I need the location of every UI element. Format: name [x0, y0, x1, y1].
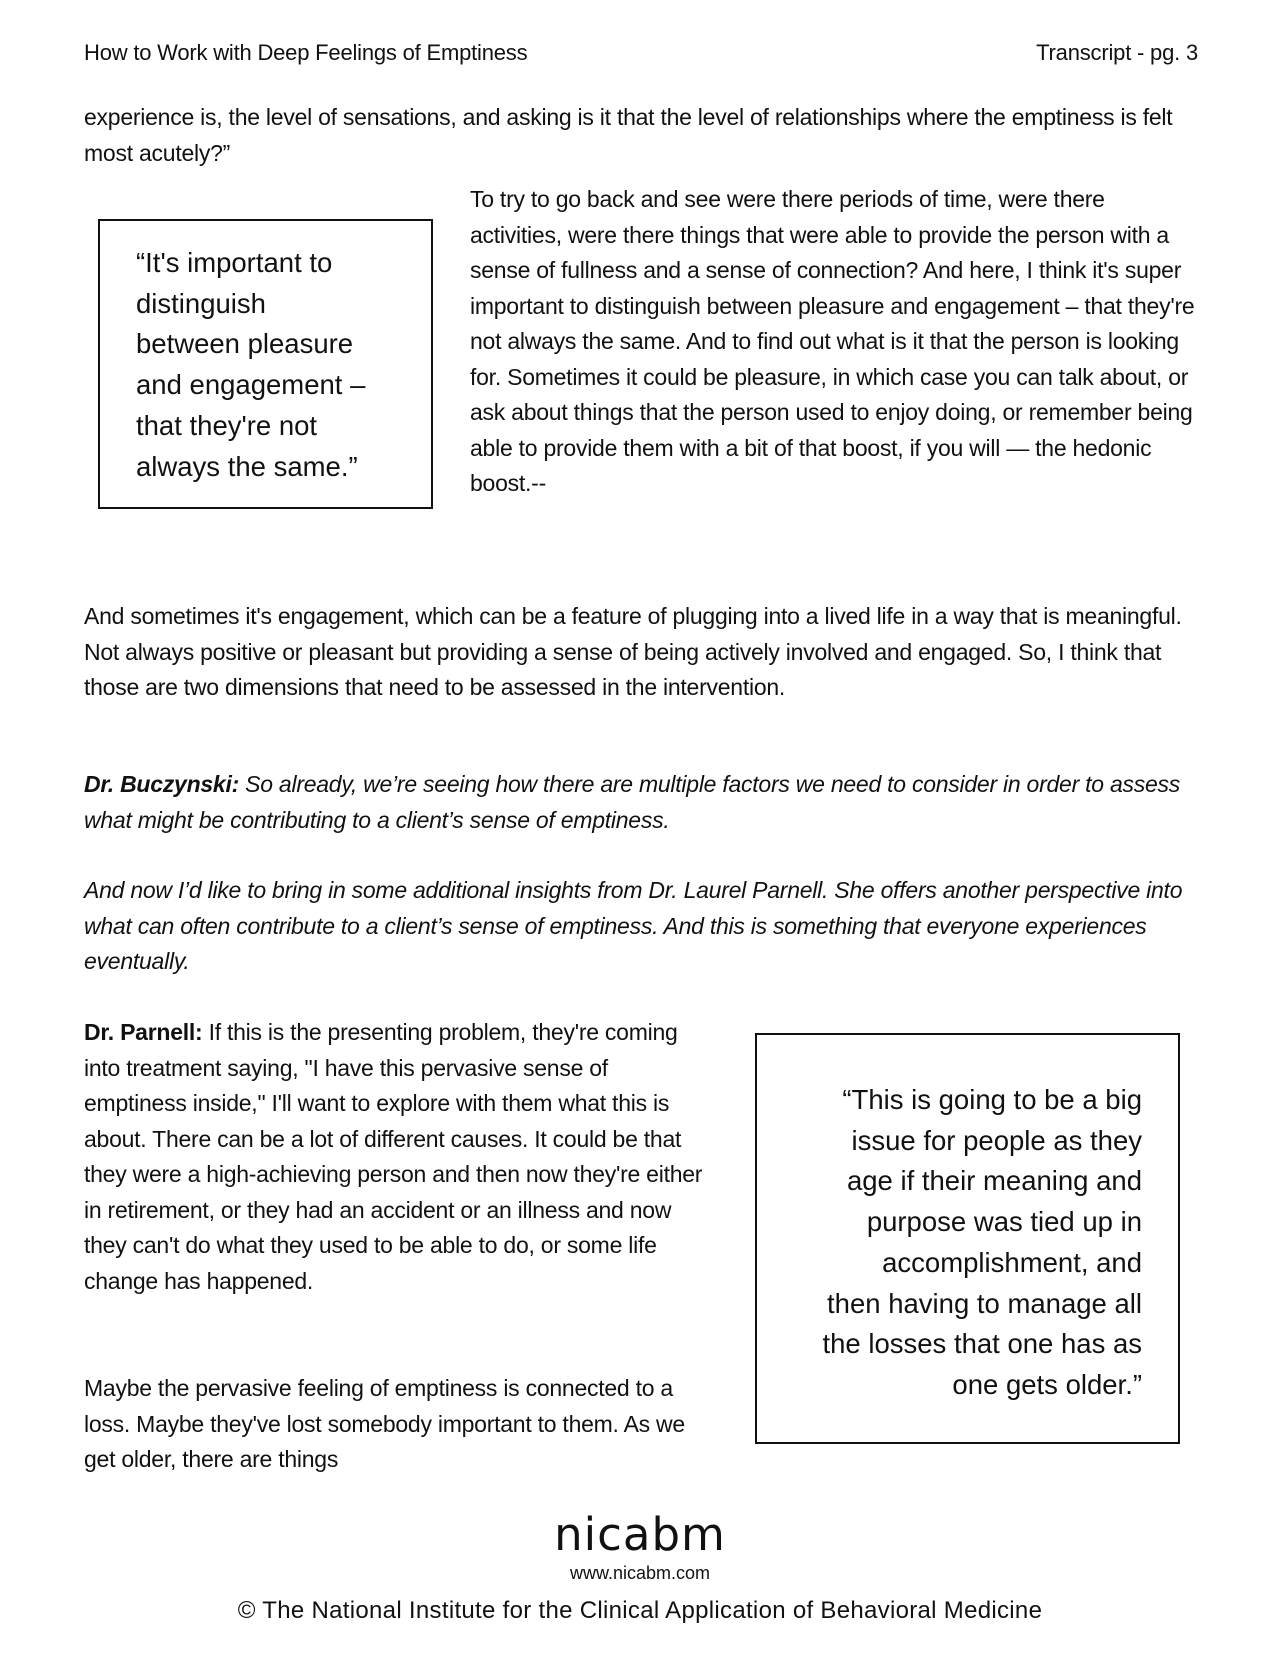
pull-quote-line: issue for people as they: [851, 1124, 1142, 1156]
pull-quote-line: then having to manage all: [827, 1287, 1142, 1319]
paragraph-pleasure-engagement: To try to go back and see were there periods of time, were there activities, were there things that were able to provide the person with a sense of fullness and a sense of connection? And here, I think it's super important to distinguish between pleasure and engagement – that they're not always the same. And to find out what is it that the person is looking for. Sometimes it could be pleasure, in which case you can talk about, or ask about things that the person used to enjoy doing, or remember being able to provide them with a bit of that boost, if you will — the hedonic boost.--: [470, 186, 1195, 496]
pull-quote-box-2: [755, 1033, 1180, 1444]
buczynski-text: So already, we’re seeing how there are multiple factors we need to consider in order to assess what might be contributing to a client’s sense of emptiness.: [84, 771, 1181, 833]
pull-quote-line: that they're not: [136, 409, 318, 441]
document-title: How to Work with Deep Feelings of Emptiness: [84, 40, 528, 65]
pull-quote-line: distinguish: [136, 287, 266, 319]
pull-quote-line: and engagement –: [136, 369, 366, 401]
parnell-followup: Maybe the pervasive feeling of emptiness is connected to a loss. Maybe they've lost somebody important to them. As we get older, there are things: [84, 1375, 685, 1472]
speaker-label-buczynski: Dr. Buczynski:: [84, 771, 239, 797]
pull-quote-line: “This is going to be a big: [842, 1084, 1142, 1115]
pull-quote-line: between pleasure: [136, 328, 354, 360]
pull-quote-line: age if their meaning and: [846, 1165, 1142, 1197]
pull-quote-line: always the same.”: [136, 450, 358, 482]
website-link[interactable]: www.nicabm.com: [569, 1563, 711, 1583]
buczynski-followup: And now I’d like to bring in some additional insights from Dr. Laurel Parnell. She offers another perspective into what can often contribute to a client’s sense of emptiness. And this is something that everyone experiences eventually.: [84, 877, 1183, 974]
parnell-paragraph: [84, 1015, 714, 1299]
pull-quote-line: one gets older.”: [952, 1368, 1142, 1400]
pull-quote-line: the losses that one has as: [822, 1328, 1142, 1360]
parnell-text: If this is the presenting problem, they're coming into treatment saying, "I have this pervasive sense of emptiness inside," I'll want to explore with them what this is about. There can be a lot of different causes. It could be that they were a high-achieving person and then now they're either in retirement, or they had an accident or an illness and now they can't do what they used to be able to do, or some life change has happened.: [84, 1019, 703, 1294]
copyright-notice: © The National Institute for the Clinical Application of Behavioral Medicine: [237, 1597, 1043, 1624]
intro-paragraph: experience is, the level of sensations, and asking is it that the level of relationships where the emptiness is felt most acutely?”: [84, 104, 1173, 166]
pull-quote-line: accomplishment, and: [882, 1246, 1142, 1278]
nicabm-logo: nicabm: [554, 1508, 726, 1561]
pull-quote-line: purpose was tied up in: [866, 1206, 1142, 1238]
page-number-label: Transcript - pg. 3: [1036, 40, 1198, 65]
buczynski-paragraph: [84, 767, 1194, 838]
pull-quote-line: “It's important to: [136, 247, 333, 278]
paragraph-engagement: And sometimes it's engagement, which can be a feature of plugging into a lived life in a way that is meaningful. Not always positive or pleasant but providing a sense of being actively involved and engaged. So, I think that those are two dimensions that need to be assessed in the intervention.: [84, 603, 1182, 700]
speaker-label-parnell: Dr. Parnell:: [84, 1019, 203, 1045]
pull-quote-box-1: [98, 219, 433, 509]
